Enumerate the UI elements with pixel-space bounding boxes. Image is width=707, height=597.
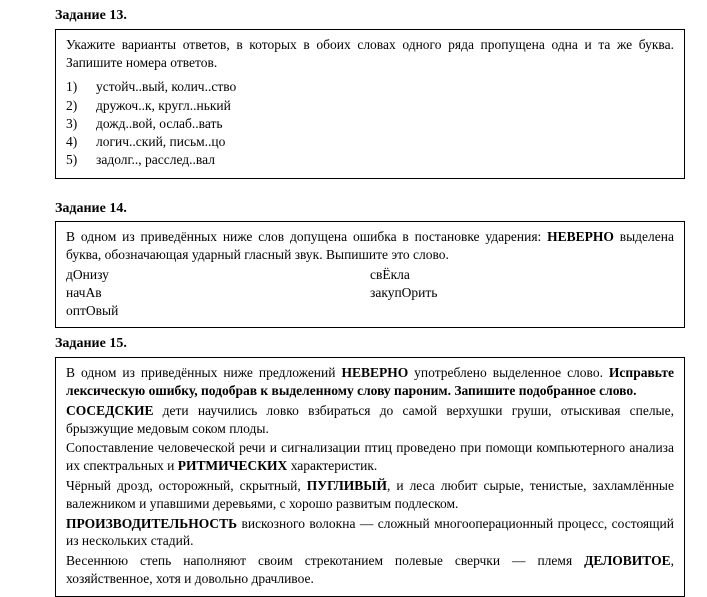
task-15-section [55, 336, 685, 597]
sentence-3 [66, 477, 674, 513]
option-text: задолг.., расслед..вал [96, 152, 215, 168]
option-number: 3) [66, 115, 78, 131]
stress-word: оптОвый [66, 302, 119, 318]
stress-word: свЁкла [370, 266, 410, 282]
option-text: устойч..вый, колич..ство [96, 79, 237, 95]
option-number: 1) [66, 79, 78, 95]
text-segment-bold: СОСЕДСКИЕ [66, 402, 154, 418]
exam-tasks-page [55, 8, 685, 597]
text-segment: Сопоставление человеческой речи и сигнализации птиц проведено при помощи компьютерного анализа их спектральных и [66, 440, 674, 474]
text-segment: В одном из приведённых ниже слов допущена ошибка в постановке ударения: [66, 229, 548, 245]
text-segment: Чёрный дрозд, осторожный, скрытный, [66, 478, 307, 494]
text-segment-bold: ПУГЛИВЫЙ [306, 478, 388, 494]
text-segment: характеристик. [287, 458, 378, 474]
sentence-2 [66, 439, 674, 475]
task-13-box [55, 29, 685, 179]
task-14-section [55, 201, 685, 329]
task-14-heading: Задание 14. [55, 200, 127, 216]
text-segment: В одном из приведённых ниже предложений [66, 365, 342, 381]
task-13-heading: Задание 13. [55, 8, 127, 23]
task-13-options [66, 78, 674, 169]
text-segment: , и леса любит сырые, тенистые, захламлённые валежником и упавшими деревьями, с хорошо развитым подлеском. [66, 478, 674, 511]
text-segment-bold: ДЕЛОВИТОЕ [584, 553, 671, 569]
task-13-intro: Укажите варианты ответов, в которых в обоих словах одного ряда пропущена одна и та же буква. Запишите номера ответов. [66, 36, 674, 70]
task-14-intro [66, 228, 674, 264]
text-segment: вискозного волокна — сложный многооперационный процесс, состоящий из нескольких стадий. [66, 515, 674, 549]
answer-option-5 [66, 151, 674, 169]
text-segment: выделена буква, обозначающая ударный гласный звук. Выпишите это слово. [66, 229, 674, 263]
text-segment-bold: Исправьте лексическую ошибку, подобрав к выделенному слову пароним. Запишите подобранное слово. [66, 365, 674, 398]
option-text: логич..ский, письм..цо [96, 134, 226, 150]
option-number: 4) [66, 134, 78, 150]
sentence-4 [66, 515, 674, 551]
text-segment: , хозяйственное, хотя и довольно драчливое. [66, 553, 674, 587]
text-segment-bold: НЕВЕРНО [341, 365, 409, 381]
sentence-5 [66, 552, 674, 588]
task-15-heading: Задание 15. [55, 336, 127, 352]
sentence-1 [66, 402, 674, 438]
task-15-box [55, 357, 685, 597]
stress-word: начАв [66, 284, 102, 300]
answer-option-3 [66, 115, 674, 133]
option-text: дожд..вой, ослаб..вать [96, 115, 223, 131]
text-segment-bold: РИТМИЧЕСКИХ [177, 458, 288, 474]
text-segment: дети научились ловко взбираться до самой верхушки груши, отыскивая спелые, брызжущие медовым соком плоды. [66, 402, 674, 436]
text-segment-bold: НЕВЕРНО [547, 229, 614, 245]
text-segment: употреблено выделенное слово. [408, 365, 609, 381]
stress-word: закупОрить [370, 284, 438, 300]
option-text: дружоч..к, кругл..нький [96, 97, 231, 113]
stress-word: дОнизу [66, 266, 109, 282]
option-number: 5) [66, 152, 78, 168]
task-15-intro [66, 364, 674, 400]
text-segment: Весеннюю степь наполняют своим стрекотанием полевые сверчки — племя [66, 553, 585, 569]
task-13-section [55, 8, 685, 179]
stress-word-list [66, 266, 674, 319]
answer-option-2 [66, 97, 674, 115]
answer-option-1 [66, 78, 674, 96]
answer-option-4 [66, 133, 674, 151]
stress-word [370, 302, 674, 320]
option-number: 2) [66, 97, 78, 113]
task-14-box [55, 221, 685, 328]
text-segment-bold: ПРОИЗВОДИТЕЛЬНОСТЬ [66, 515, 238, 531]
